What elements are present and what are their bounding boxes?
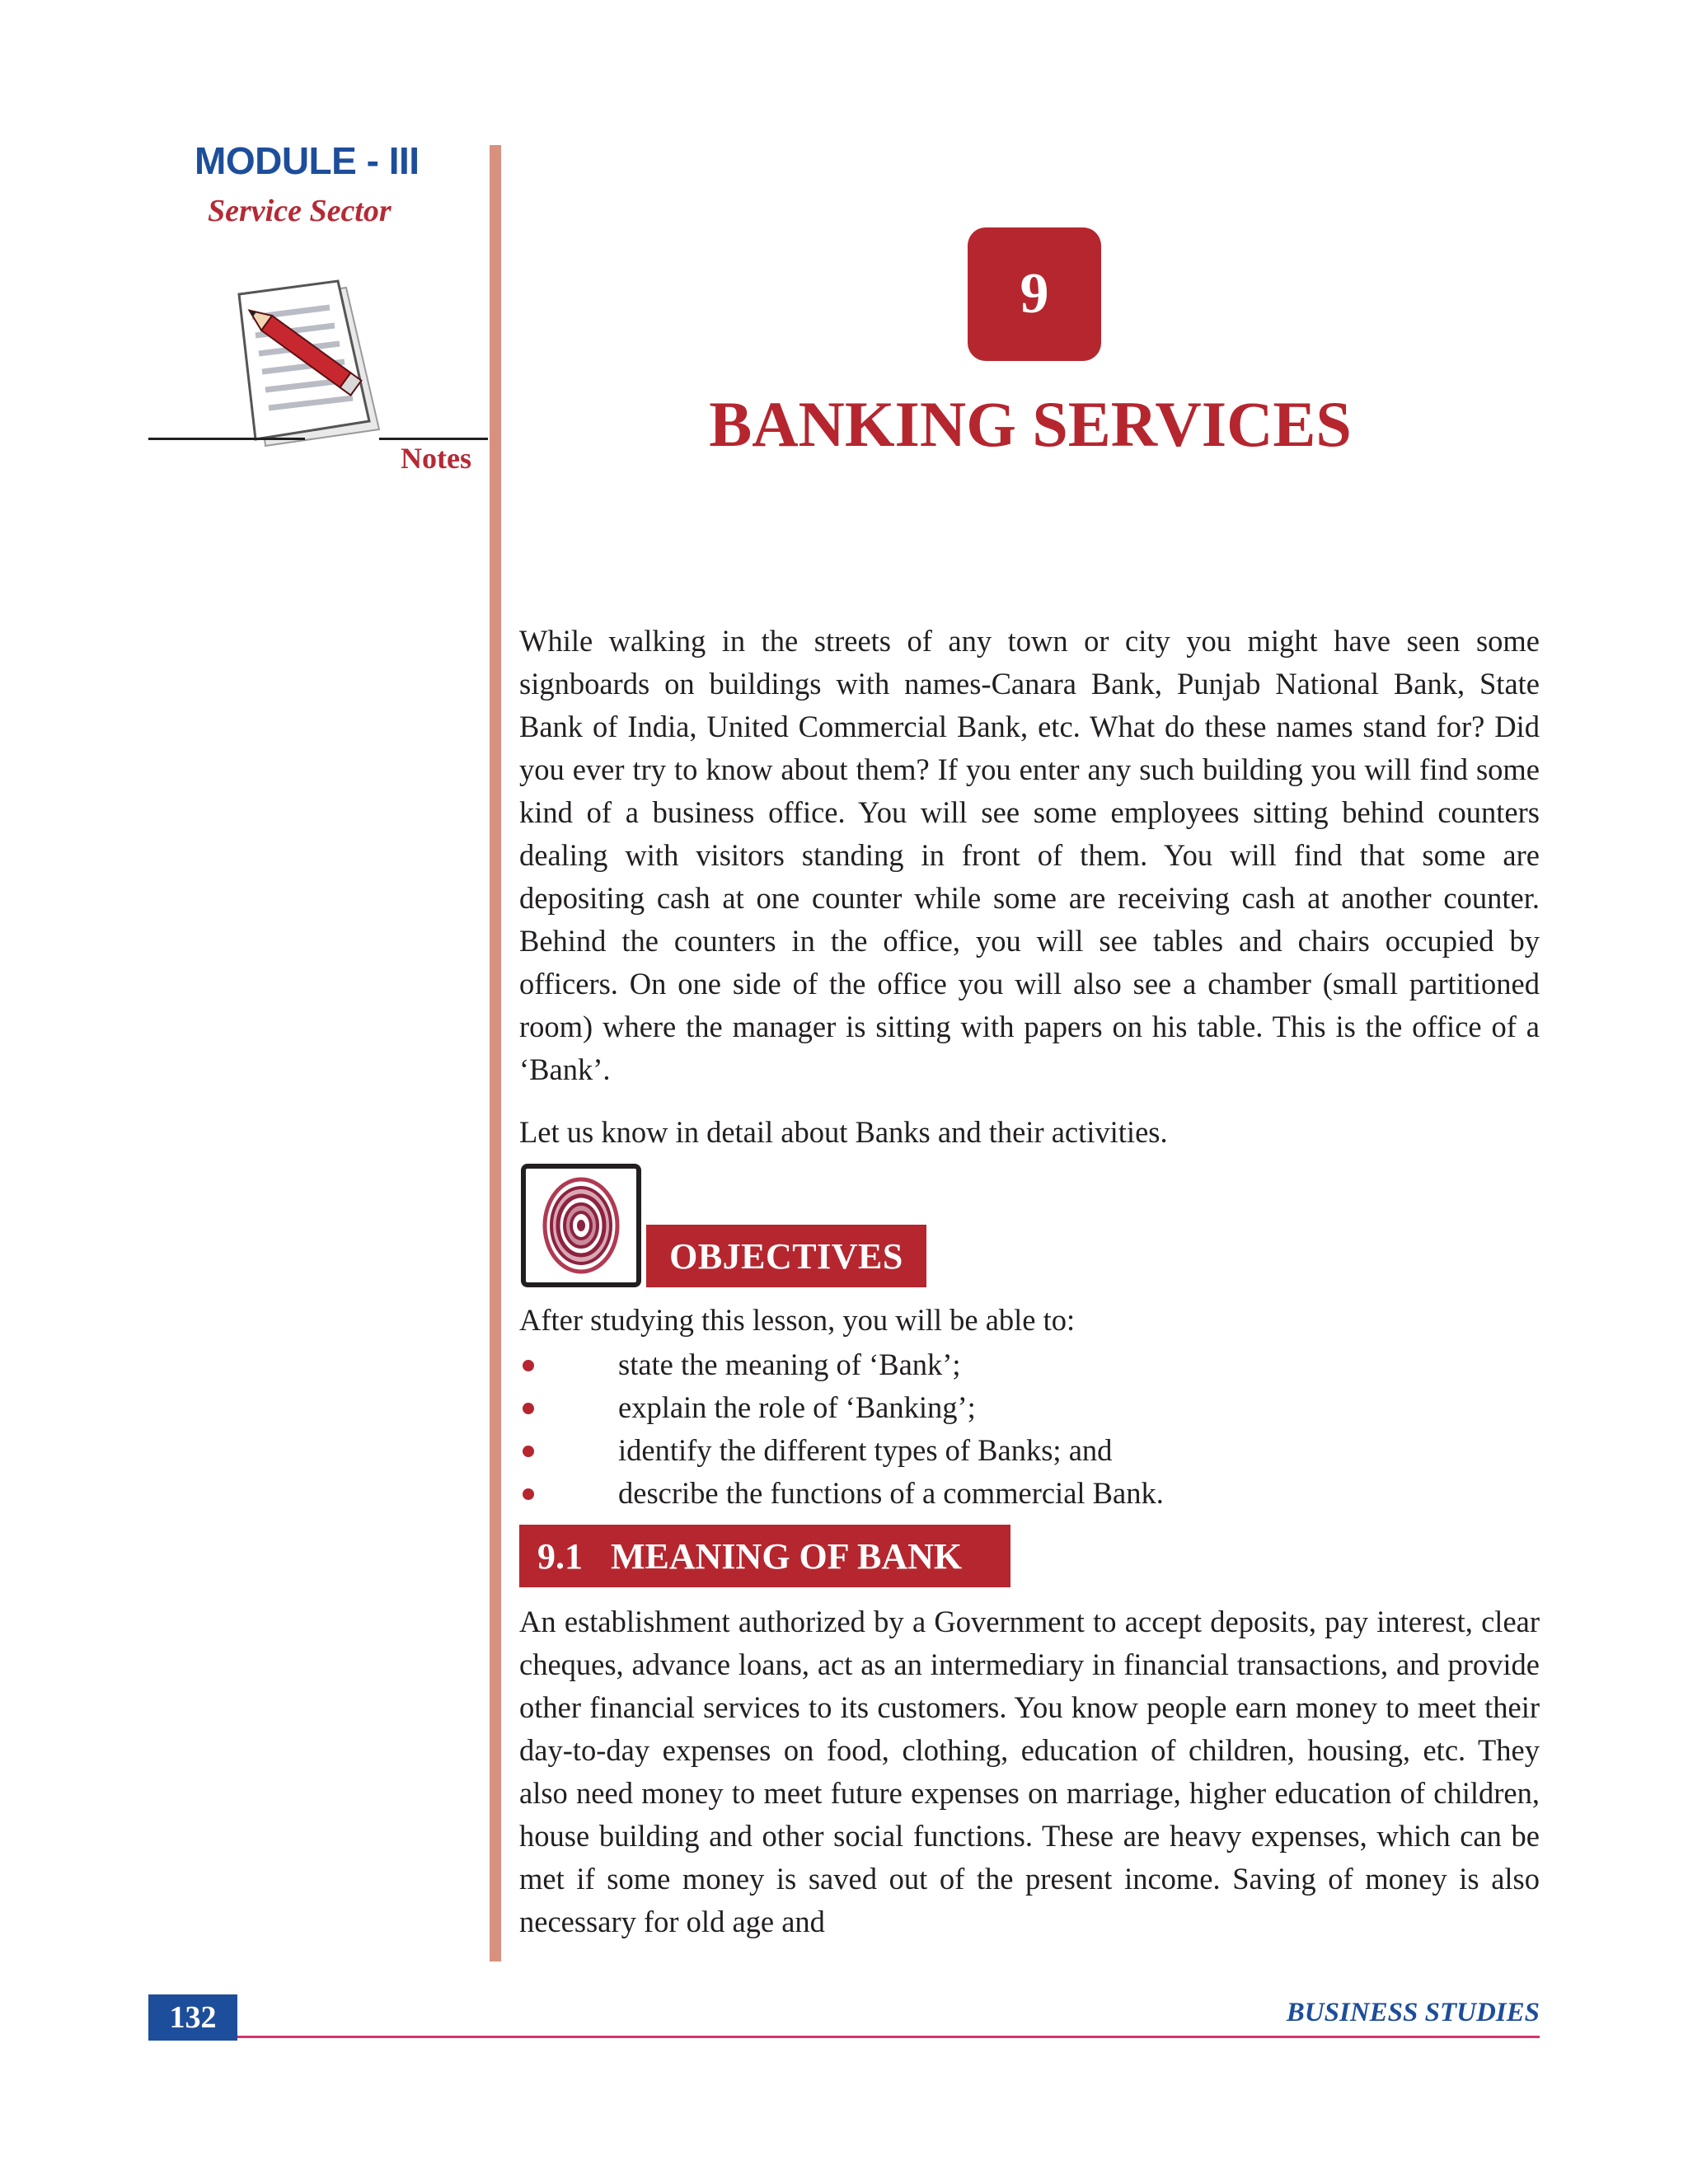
section-title: MEANING OF BANK	[611, 1535, 963, 1577]
section-number: 9.1	[537, 1535, 583, 1577]
notes-rule-right	[379, 438, 488, 440]
objective-text: explain the role of ‘Banking’;	[618, 1390, 976, 1424]
notes-label: Notes	[401, 442, 471, 475]
intro-closing: Let us know in detail about Banks and their activities.	[519, 1115, 1168, 1149]
notes-pencil-icon	[214, 276, 404, 457]
objective-text: describe the functions of a commercial Bank.	[618, 1476, 1164, 1510]
bullet-icon	[523, 1446, 534, 1457]
objectives-heading: OBJECTIVES	[646, 1225, 926, 1287]
target-icon	[536, 1173, 626, 1278]
objectives-icon-frame	[521, 1164, 641, 1287]
section-paragraph: An establishment authorized by a Government to accept deposits, pay interest, clear cheques, advance loans, act as an intermediary in financial transactions, and provide other financial services to its customers. You know people earn money to meet their day-to-day expenses on food, clothing, education of children, housing, etc. They also need money to meet future expenses on marriage, higher education of children, house building and other social functions. These are heavy expenses, which can be met if some money is saved out of the present income. Saving of money is also necessary for old age and	[519, 1605, 1540, 1938]
bullet-icon	[523, 1360, 534, 1371]
margin-divider	[490, 145, 501, 1961]
chapter-title: BANKING SERVICES	[709, 388, 1352, 460]
bullet-icon	[523, 1488, 534, 1500]
notes-rule-left	[148, 438, 305, 440]
intro-paragraph: While walking in the streets of any town or city you might have seen some signboards on buildings with names-Canara Bank, Punjab National Bank, State Bank of India, United Commercial Bank, etc. What do these names stand for? Did you ever try to know about them? If you enter any such building you will find some kind of a business office. You will see some employees sitting behind counters dealing with visitors standing in front of them. You will find that some are depositing cash at one counter while some are receiving cash at another counter. Behind the counters in the office, you will see tables and chairs occupied by officers. On one side of the office you will also see a chamber (small partitioned room) where the manager is sitting with papers on his table. This is the office of a ‘Bank’.	[519, 624, 1540, 1086]
objectives-intro: After studying this lesson, you will be able to:	[519, 1303, 1076, 1337]
module-subtitle: Service Sector	[208, 194, 392, 228]
objective-text: identify the different types of Banks; and	[618, 1433, 1113, 1467]
objective-text: state the meaning of ‘Bank’;	[618, 1347, 961, 1381]
section-heading	[519, 1525, 1010, 1587]
bullet-icon	[523, 1403, 534, 1414]
footer-rule	[237, 2036, 1540, 2038]
footer-book-title: BUSINESS STUDIES	[1286, 1998, 1540, 2027]
module-title: MODULE - III	[195, 139, 420, 182]
page-number: 132	[148, 1994, 237, 2041]
chapter-number-badge: 9	[968, 227, 1101, 361]
